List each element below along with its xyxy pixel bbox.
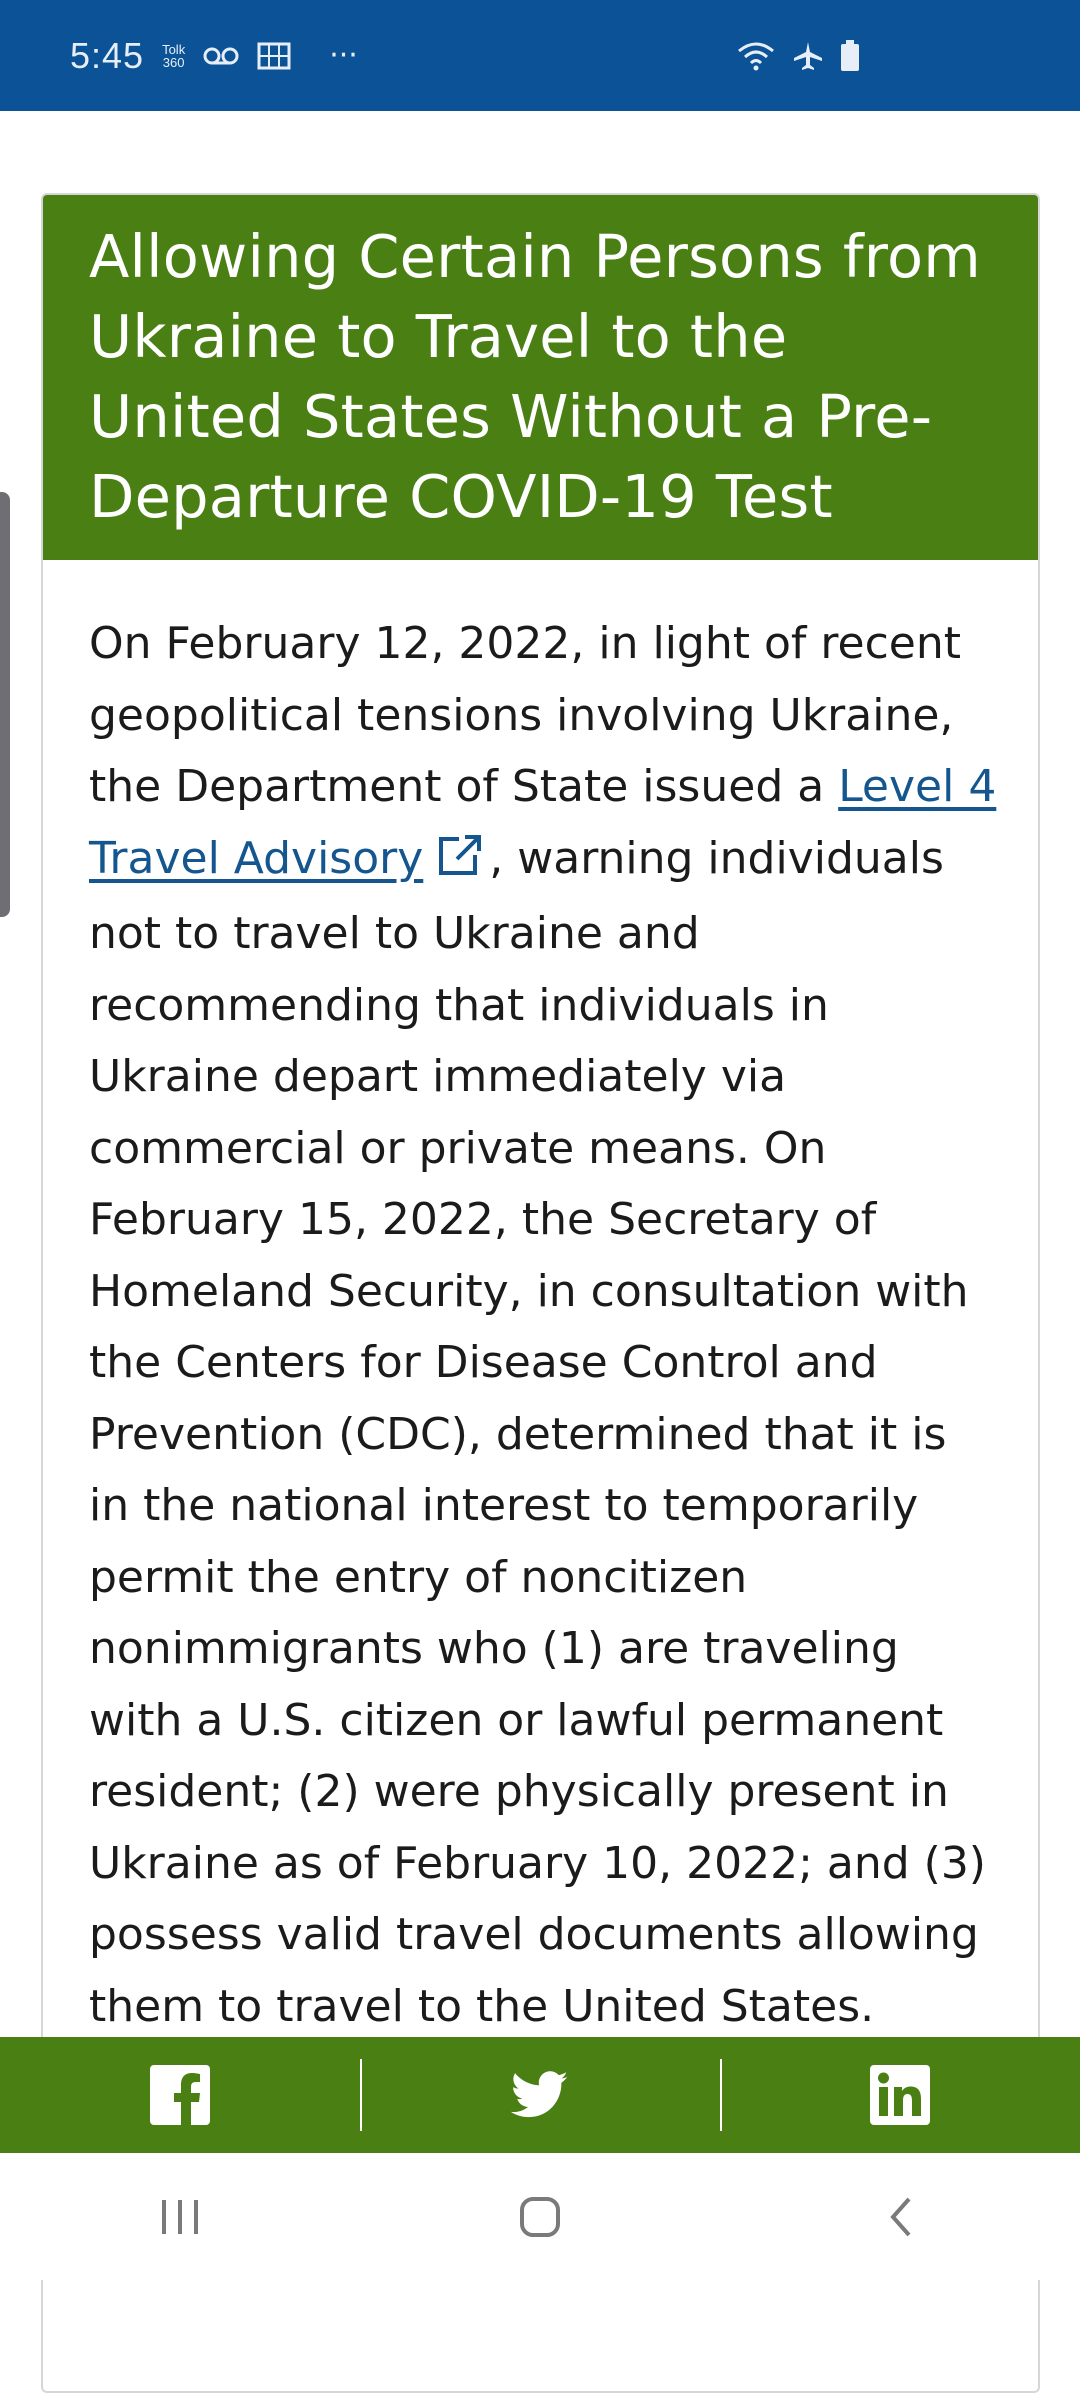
back-button[interactable] — [820, 2167, 980, 2267]
paragraph-text-before-link: On February 12, 2022, in light of recent geopolitical tensions involving Ukraine, the Department of State issued a — [89, 618, 961, 812]
article-header — [43, 195, 1038, 560]
voicemail-icon — [203, 45, 239, 67]
gallery-icon — [257, 41, 291, 71]
status-right-group — [736, 0, 860, 111]
linkedin-share-button[interactable] — [720, 2037, 1080, 2153]
status-time: 5:45 — [70, 34, 145, 76]
recent-apps-button[interactable] — [100, 2167, 260, 2267]
talk360-label-bottom: 360 — [162, 54, 185, 70]
back-icon — [885, 2195, 915, 2239]
talk360-label-top: Tolk — [162, 41, 186, 57]
linkedin-icon — [870, 2065, 930, 2125]
battery-icon — [840, 40, 860, 72]
travel-advisory-link[interactable]: Level 4 Travel Advisory — [89, 761, 997, 884]
status-left-group — [70, 0, 358, 111]
twitter-icon — [511, 2071, 569, 2119]
share-bar — [0, 2037, 1080, 2153]
home-button[interactable] — [460, 2167, 620, 2267]
talk360-notification-icon — [162, 43, 185, 69]
wifi-icon — [736, 41, 776, 71]
article-paragraph — [89, 608, 998, 2042]
airplane-icon — [792, 40, 824, 72]
article-title: Allowing Certain Persons from Ukraine to Travel to the United States Without a Pre-Departure COVID-19 Test — [89, 222, 981, 531]
external-link-icon[interactable] — [437, 827, 483, 899]
status-bar — [0, 0, 1080, 111]
navigation-bar — [0, 2153, 1080, 2280]
home-icon — [518, 2195, 562, 2239]
article-body — [43, 560, 1038, 2042]
recent-apps-icon — [158, 2197, 202, 2237]
more-notifications: ··· — [329, 38, 358, 73]
edge-panel-handle[interactable] — [0, 492, 10, 917]
facebook-share-button[interactable] — [0, 2037, 360, 2153]
twitter-share-button[interactable] — [360, 2037, 720, 2153]
facebook-icon — [150, 2065, 210, 2125]
paragraph-text-after-link: , warning individuals not to travel to Ukraine and recommending that individuals in Ukraine depart immediately via commercial or private means. On February 15, 2022, the Secretary of Homeland Security, in consultation with the Centers for Disease Control and Prevention (CDC), determined that it is in the national interest to temporarily permit the entry of noncitizen nonimmigrants who (1) are traveling with a U.S. citizen or lawful permanent resident; (2) were physically present in Ukraine as of February 10, 2022; and (3) possess valid travel documents allowing them to travel to the United States. — [89, 832, 986, 2032]
